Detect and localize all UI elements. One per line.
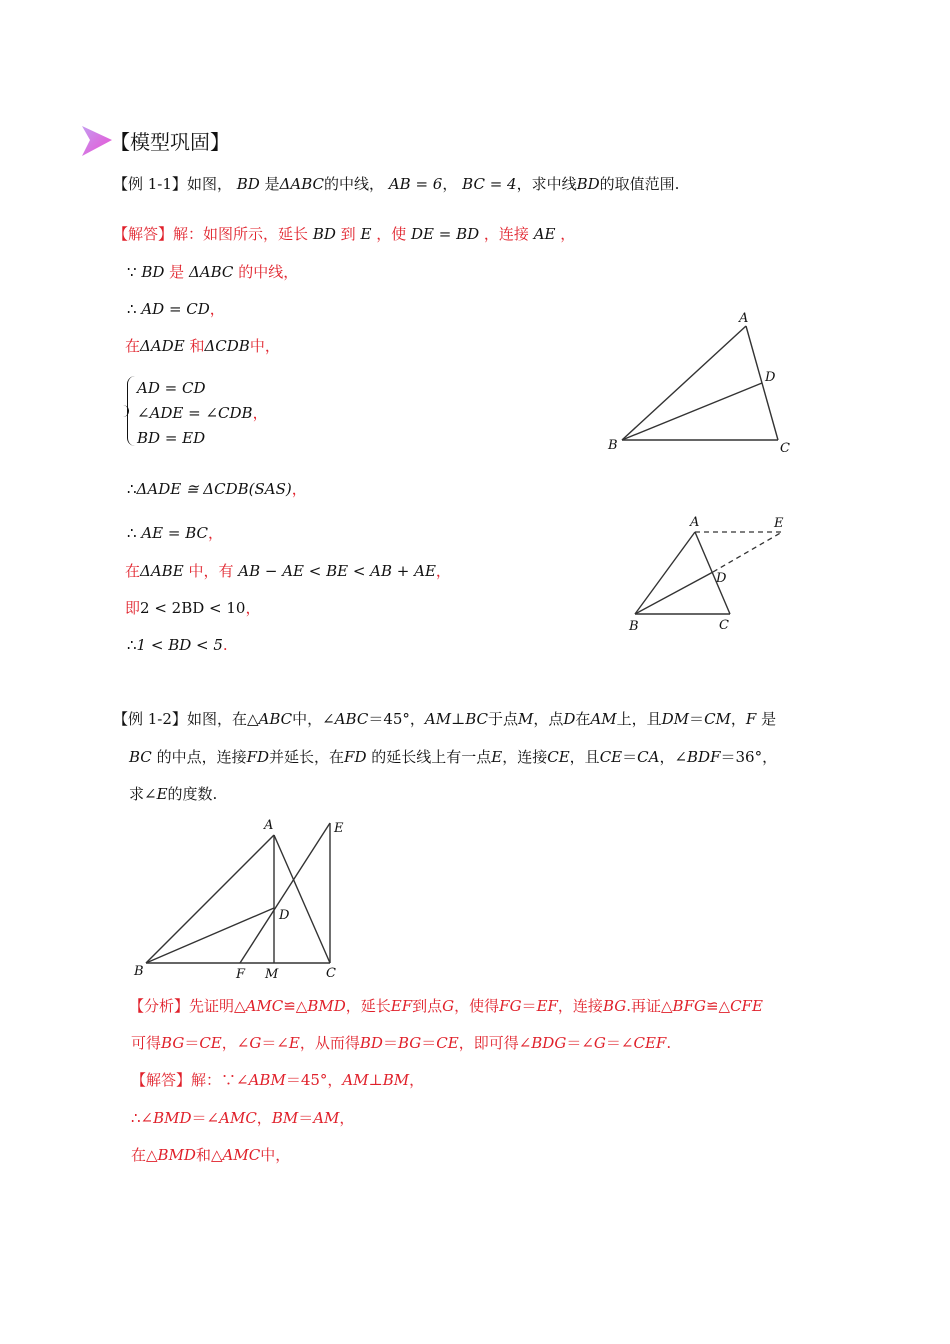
label-b: B (608, 438, 618, 453)
text: ＝ (421, 1034, 437, 1052)
label-a: A (264, 818, 274, 833)
text: ＝∠ (261, 1034, 289, 1052)
label-a: A (690, 515, 700, 530)
text: ，使得 (454, 997, 500, 1015)
text: ，使 (376, 225, 407, 243)
analysis-line-2 (131, 1033, 671, 1053)
math: AM (590, 710, 617, 728)
system-line-2 (137, 403, 268, 423)
math: CA (637, 748, 660, 766)
math: BM (271, 1109, 299, 1127)
label-b: B (629, 619, 639, 634)
math: F (745, 710, 757, 728)
math: FD (246, 748, 270, 766)
example-1-1 (113, 174, 679, 194)
text: 是 (761, 710, 777, 728)
text: 即 (125, 599, 141, 617)
text: 可得 (131, 1034, 162, 1052)
text: ＝45°， (285, 1071, 343, 1089)
text: ＝∠ (605, 1034, 634, 1052)
section-title: 【模型巩固】 (110, 130, 230, 154)
math: BC (129, 748, 152, 766)
text: ， (560, 225, 576, 243)
math: FG (499, 997, 522, 1015)
math: BC (465, 710, 488, 728)
text: 如图， (186, 175, 232, 193)
label-e: E (334, 821, 344, 836)
math: BD (141, 263, 165, 281)
text: . (666, 1034, 672, 1052)
segment-bd (622, 383, 762, 440)
math: DE = BD (410, 225, 480, 243)
math: ΔCDB (204, 337, 250, 355)
text: . (222, 636, 228, 654)
text: ，点 (533, 710, 564, 728)
text: 如图，在△ (186, 710, 259, 728)
solution-1-line-7 (125, 561, 451, 581)
text: 中， (260, 1146, 291, 1164)
text: 在 (125, 562, 141, 580)
math: CFE (730, 997, 763, 1015)
math: AM (313, 1109, 340, 1127)
example-1-2-line-3 (129, 784, 217, 804)
text: ＝ (622, 748, 638, 766)
text: ≌△ (283, 997, 308, 1015)
text: 并延长，在 (269, 748, 345, 766)
math: G (442, 997, 455, 1015)
label-m: M (265, 967, 279, 982)
math: E (491, 748, 503, 766)
text: 中，有 (188, 562, 234, 580)
segment-bd (146, 908, 274, 963)
text: ， (252, 404, 268, 422)
math: AM (342, 1071, 369, 1089)
math: CEF (633, 1034, 667, 1052)
text: ，∠ (221, 1034, 250, 1052)
math: AD = CD (137, 379, 206, 397)
label-c: C (719, 618, 729, 633)
text: 是 (169, 263, 185, 281)
math: BFG (672, 997, 706, 1015)
label-d: D (279, 908, 290, 923)
math: CE (547, 748, 570, 766)
math: BD (576, 175, 600, 193)
example-1-2-line-1 (113, 709, 776, 729)
math: BM (382, 1071, 410, 1089)
math: BMD (157, 1146, 196, 1164)
system-line-1 (137, 378, 205, 398)
text: ， (208, 524, 224, 542)
math: BDG (531, 1034, 567, 1052)
text: ＝45°， (368, 710, 425, 728)
segment-ab (622, 326, 746, 440)
text: ， (442, 175, 458, 193)
segment-ab (635, 532, 695, 614)
solution-1-line-9 (127, 635, 228, 655)
text: 在 (125, 337, 141, 355)
math: G (249, 1034, 262, 1052)
solution-1-line-1 (113, 224, 575, 244)
math: ABC (258, 710, 293, 728)
math: ABM (248, 1071, 286, 1089)
analysis-line-1 (129, 996, 763, 1016)
text: 和 (189, 337, 205, 355)
text: 解：∵∠ (191, 1071, 249, 1089)
math: ΔABC (279, 175, 325, 193)
arrow-icon (80, 124, 114, 158)
text: 解：如图所示，延长 (173, 225, 309, 243)
math: ∠ADE = ∠CDB (137, 404, 253, 422)
math: BD (312, 225, 336, 243)
text: 在△ (131, 1146, 158, 1164)
text: ，连接 (502, 748, 548, 766)
example-1-2-line-2 (129, 747, 777, 767)
math: BMD (307, 997, 346, 1015)
text: .再证△ (626, 997, 673, 1015)
math: ABC (334, 710, 369, 728)
text: 求∠ (129, 785, 157, 803)
math: BDF (687, 748, 721, 766)
text: ∴ (127, 480, 137, 498)
math: 1 < BD < 5 (136, 636, 223, 654)
math: CE (436, 1034, 459, 1052)
text: ， (256, 1109, 272, 1127)
text: ⊥ (368, 1071, 383, 1089)
math: BG (397, 1034, 422, 1052)
text: ＝ (298, 1109, 314, 1127)
math: AB = 6 (388, 175, 443, 193)
math: E (156, 785, 168, 803)
system-line-3 (137, 428, 205, 448)
text: ＝36°， (720, 748, 778, 766)
math: G (593, 1034, 606, 1052)
math: BG (161, 1034, 185, 1052)
text: ， (245, 599, 261, 617)
math: AMC (222, 1146, 261, 1164)
text: ∵ (127, 263, 137, 281)
text: 中， (249, 337, 280, 355)
text: ， (435, 562, 451, 580)
label-e: E (774, 516, 784, 531)
text: ＝ (382, 1034, 398, 1052)
text: ，连接 (483, 225, 529, 243)
math: M (518, 710, 534, 728)
math: AE (533, 225, 556, 243)
math: AM (424, 710, 452, 728)
math: 2 < 2BD < 10 (140, 599, 246, 617)
text: ∴ (127, 300, 137, 318)
solution-2-line-1 (131, 1070, 424, 1090)
text: ≌△ (705, 997, 731, 1015)
math: BMD (153, 1109, 192, 1127)
segment-de-dashed (713, 532, 782, 572)
solution-1-line-8 (125, 598, 260, 618)
text: ∴∠ (131, 1109, 154, 1127)
text: ，从而得 (299, 1034, 360, 1052)
label-b: B (134, 964, 144, 979)
text: ， (339, 1109, 355, 1127)
math: CE (199, 1034, 222, 1052)
label-f: F (236, 967, 246, 982)
text: ，求中线 (516, 175, 577, 193)
math: BD (236, 175, 260, 193)
label-d: D (765, 370, 776, 385)
text: 的中点，连接 (156, 748, 247, 766)
text: 的中线， (324, 175, 385, 193)
figure-1 (600, 308, 800, 458)
text: ， (409, 1071, 425, 1089)
math: E (288, 1034, 300, 1052)
text: ＝∠ (191, 1109, 220, 1127)
text: 的延长线上有一点 (371, 748, 492, 766)
text: ， (209, 300, 225, 318)
solution-1-line-4 (125, 336, 280, 356)
analysis-label: 【分析】 (129, 997, 190, 1015)
figure-3 (128, 815, 368, 985)
math: BD (359, 1034, 383, 1052)
text: ∴ (127, 524, 137, 542)
text: 和△ (195, 1146, 223, 1164)
figure-2 (620, 510, 810, 640)
math: BG (602, 997, 627, 1015)
math: EF (536, 997, 558, 1015)
math: DM (661, 710, 690, 728)
math: BC = 4 (462, 175, 517, 193)
label-c: C (780, 441, 790, 456)
text: 上，且 (616, 710, 662, 728)
label-c: C (326, 966, 336, 981)
label-d: D (716, 571, 727, 586)
math: AE = BC (141, 524, 208, 542)
math: ΔABE (140, 562, 184, 580)
math: FD (344, 748, 367, 766)
math: CE (599, 748, 623, 766)
segment-ab (146, 835, 274, 963)
math: AMC (245, 997, 284, 1015)
example-label: 【例 1-1】 (113, 175, 187, 193)
segment-bd (635, 572, 713, 614)
text: 是 (264, 175, 280, 193)
text: ， (291, 480, 307, 498)
math: ΔADE (140, 337, 185, 355)
solution-2-line-3 (131, 1145, 290, 1165)
text: ，延长 (345, 997, 391, 1015)
solution-1-line-3 (127, 299, 225, 319)
math: AD = CD (141, 300, 210, 318)
text: 先证明△ (189, 997, 246, 1015)
solution-1-line-5 (127, 479, 307, 499)
math: AB − AE < BE < AB + AE (238, 562, 436, 580)
text: 在 (575, 710, 591, 728)
text: ＝ (521, 997, 537, 1015)
text: ，且 (569, 748, 600, 766)
text: ＝∠ (566, 1034, 594, 1052)
text: ＝ (184, 1034, 200, 1052)
solution-1-line-2 (127, 262, 298, 282)
text: 的取值范围. (599, 175, 680, 193)
text: ，连接 (557, 997, 603, 1015)
math: ΔADE ≅ ΔCDB(SAS) (136, 480, 292, 498)
segment-fe (240, 823, 330, 963)
text: ，即可得∠ (458, 1034, 532, 1052)
text: 的中线， (238, 263, 299, 281)
text: 到 (340, 225, 356, 243)
math: CM (704, 710, 731, 728)
math: ΔABC (188, 263, 234, 281)
solution-label: 【解答】 (113, 225, 174, 243)
text: 的度数. (167, 785, 218, 803)
math: E (360, 225, 372, 243)
text: 中，∠ (292, 710, 335, 728)
text: ∴ (127, 636, 137, 654)
text: ， (730, 710, 746, 728)
text: ＝ (689, 710, 705, 728)
solution-1-line-6 (127, 523, 223, 543)
math: EF (390, 997, 413, 1015)
text: 于点 (488, 710, 519, 728)
solution-2-line-2 (131, 1108, 354, 1128)
segment-ac (274, 835, 330, 963)
label-a: A (739, 311, 749, 326)
example-label: 【例 1-2】 (113, 710, 187, 728)
math: AMC (219, 1109, 257, 1127)
math: BD = ED (137, 429, 206, 447)
text: ，∠ (659, 748, 688, 766)
text: 到点 (412, 997, 443, 1015)
text: ⊥ (451, 710, 466, 728)
math: D (563, 710, 576, 728)
solution-label: 【解答】 (131, 1071, 192, 1089)
